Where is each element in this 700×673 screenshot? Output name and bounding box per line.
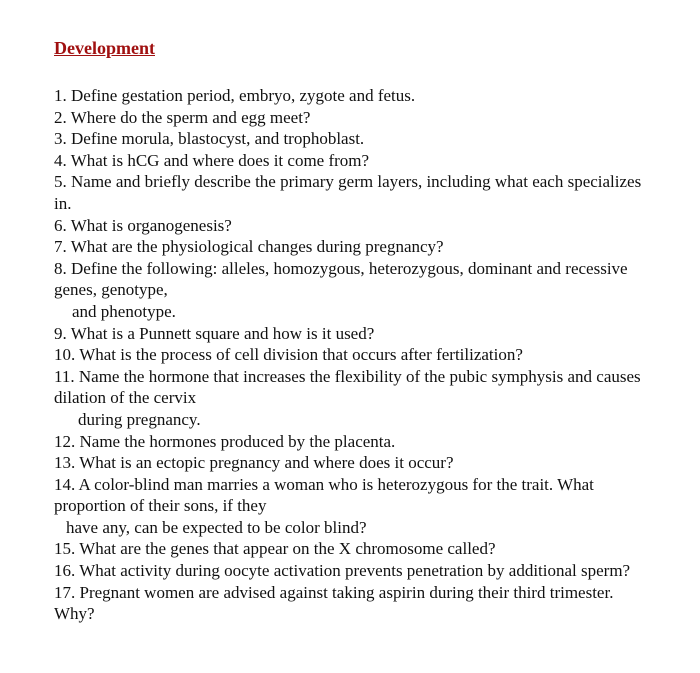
question-4: 4. What is hCG and where does it come from? (54, 150, 370, 170)
question-8-text: 8. Define the following: alleles, homozygous, heterozygous, dominant and recessive genes, genotype, (54, 258, 628, 300)
question-14-continuation: have any, can be expected to be color blind? (66, 517, 367, 537)
question-11-text: 11. Name the hormone that increases the flexibility of the pubic symphysis and causes dilation of the cervix (54, 366, 641, 408)
question-10: 10. What is the process of cell division that occurs after fertilization? (54, 345, 523, 365)
question-8 (54, 258, 650, 323)
question-15: 15. What are the genes that appear on the X chromosome called? (54, 539, 496, 559)
question-13: 13. What is an ectopic pregnancy and where does it occur? (54, 453, 454, 473)
question-11 (54, 366, 650, 431)
page-title: Development (54, 38, 155, 58)
question-14-text: 14. A color-blind man marries a woman who is heterozygous for the trait. What proportion of their sons, if they (54, 474, 594, 516)
question-7: 7. What are the physiological changes during pregnancy? (54, 237, 444, 257)
question-1: 1. Define gestation period, embryo, zygote and fetus. (54, 86, 416, 105)
question-11-continuation: during pregnancy. (78, 409, 201, 429)
question-3: 3. Define morula, blastocyst, and trophoblast. (54, 129, 365, 149)
question-17: 17. Pregnant women are advised against taking aspirin during their third trimester. Why? (54, 582, 614, 624)
question-5: 5. Name and briefly describe the primary germ layers, including what each specializes in. (54, 172, 642, 213)
question-9: 9. What is a Punnett square and how is it used? (54, 323, 375, 343)
document-page (54, 36, 650, 625)
question-14 (54, 474, 650, 539)
question-16: 16. What activity during oocyte activation prevents penetration by additional sperm? (54, 561, 631, 581)
question-2: 2. Where do the sperm and egg meet? (54, 107, 311, 127)
question-list (54, 85, 650, 625)
question-6: 6. What is organogenesis? (54, 215, 232, 235)
question-12: 12. Name the hormones produced by the placenta. (54, 431, 396, 451)
question-8-continuation: and phenotype. (72, 301, 176, 321)
